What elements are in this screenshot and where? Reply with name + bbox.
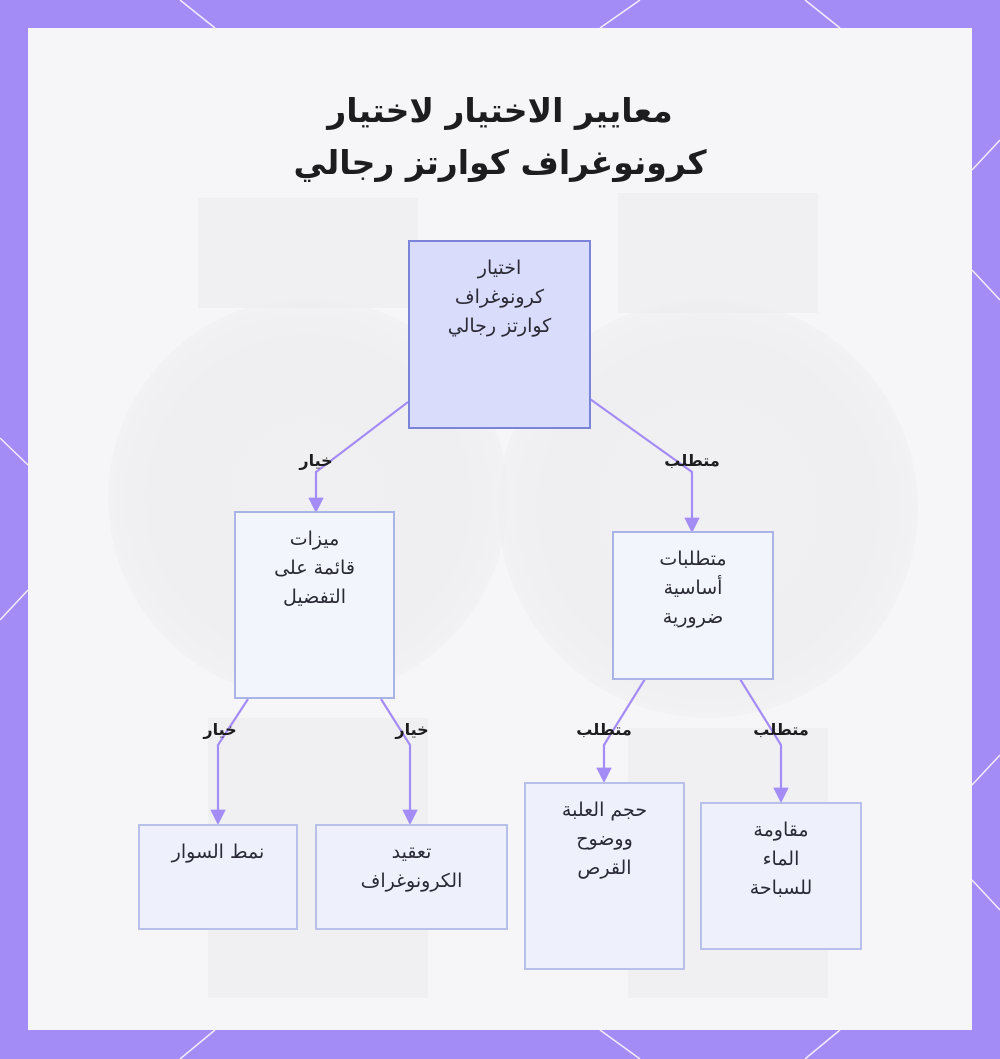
node-root (408, 240, 591, 429)
node-essential-requirements-label: متطلبات أساسية ضرورية (659, 548, 727, 628)
edge-features-complexity (381, 699, 410, 822)
title-line-1: معايير الاختيار لاختيار (327, 91, 673, 130)
node-preference-features (234, 511, 395, 699)
edge-label-requirements-case: متطلب (576, 720, 632, 739)
edge-label-root-requirements: متطلب (664, 451, 720, 470)
edge-label-features-complexity: خيار (395, 720, 429, 739)
edge-label-root-features: خيار (299, 451, 333, 470)
node-strap-style (138, 824, 298, 930)
node-case-size (524, 782, 685, 970)
edge-label-features-strap: خيار (203, 720, 237, 739)
edge-requirements-water (740, 679, 781, 800)
edge-label-requirements-water: متطلب (753, 720, 809, 739)
node-strap-style-label: نمط السوار (171, 841, 265, 863)
edge-features-strap (218, 699, 248, 822)
node-root-label: اختيار كرونوغراف كوارتز رجالي (447, 257, 552, 337)
node-preference-features-label: ميزات قائمة على التفضيل (274, 528, 355, 608)
node-case-size-label: حجم العلبة ووضوح القرص (561, 799, 648, 879)
node-water-resistance (700, 802, 862, 950)
node-water-resistance-label: مقاومة الماء للسباحة (749, 819, 813, 899)
title-line-2: كرونوغراف كوارتز رجالي (293, 143, 707, 182)
node-essential-requirements (612, 531, 774, 680)
node-chronograph-complexity-label: تعقيد الكرونوغراف (360, 841, 463, 892)
node-chronograph-complexity (315, 824, 508, 930)
